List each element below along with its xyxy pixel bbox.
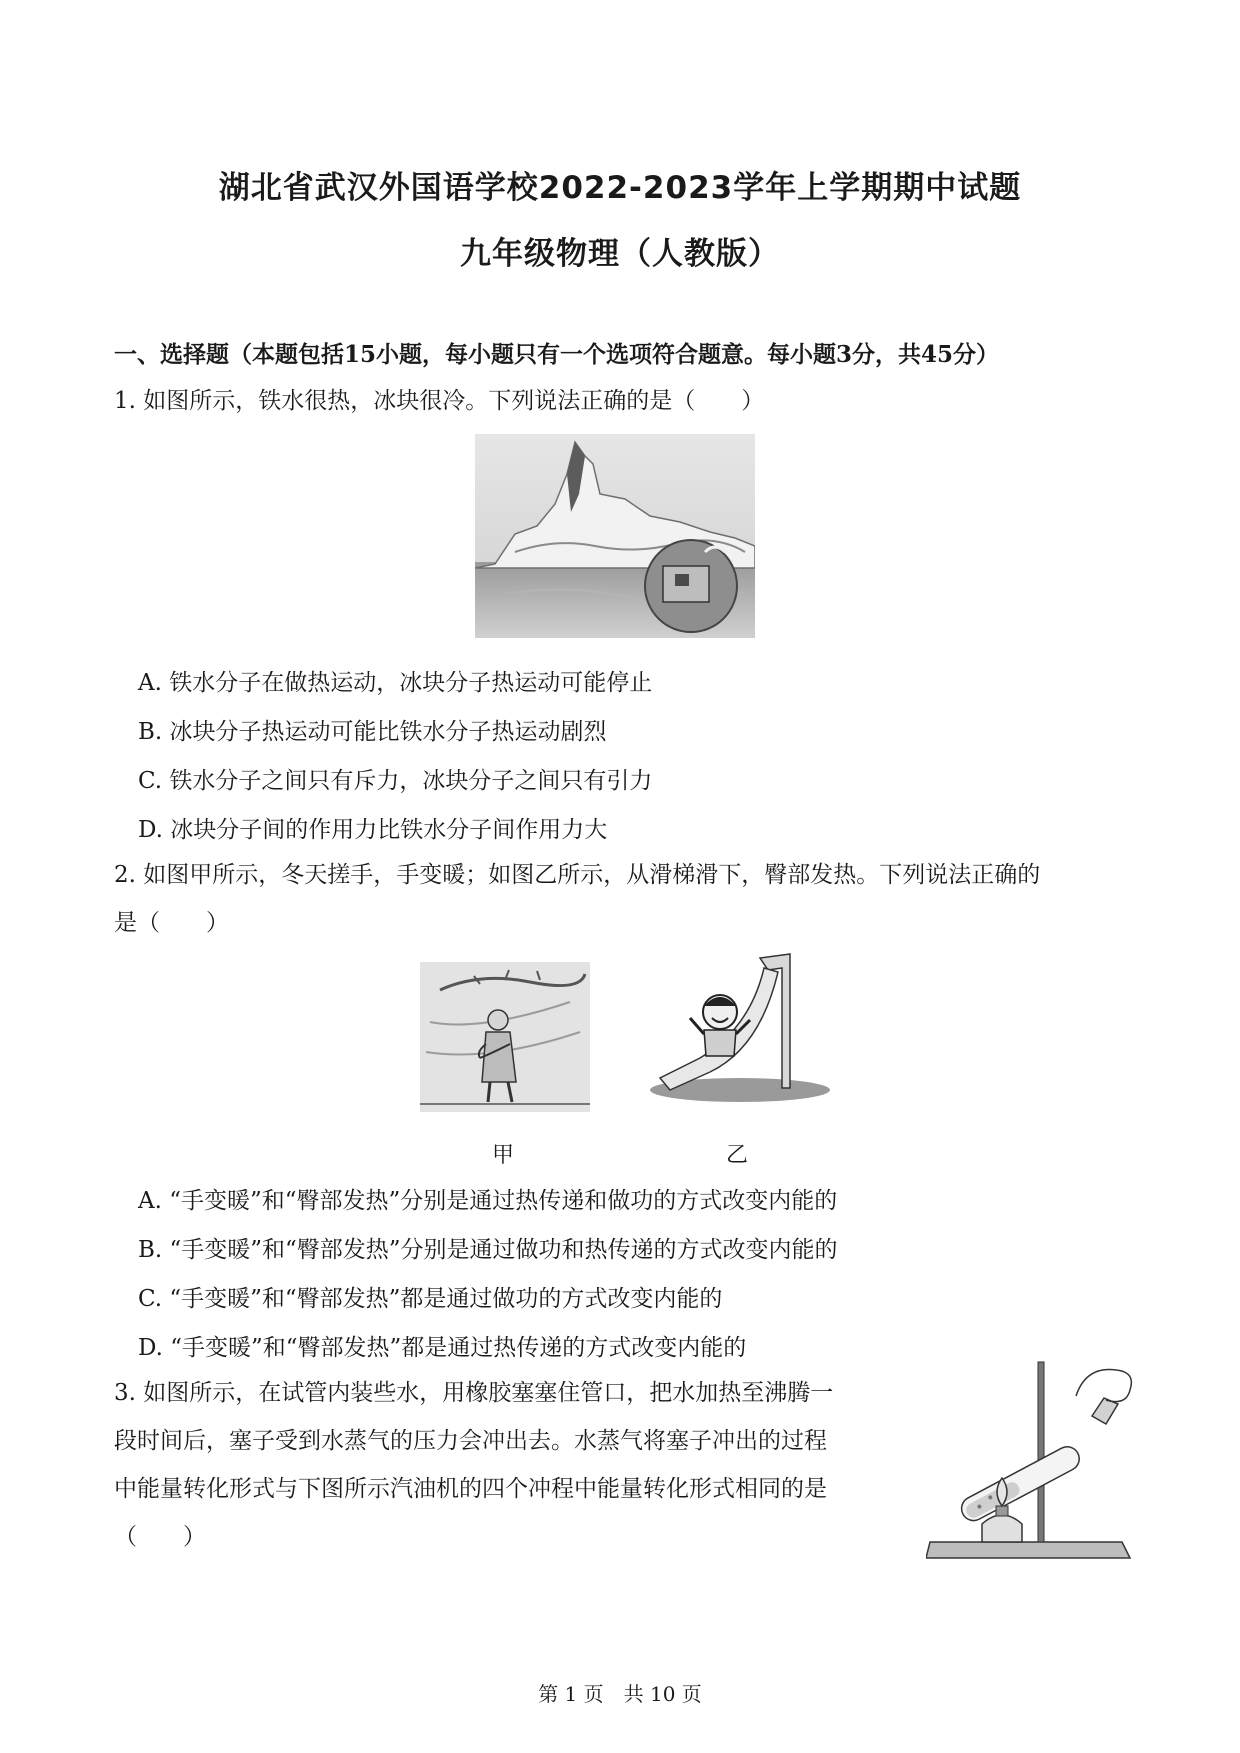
test-tube-apparatus-figure [926,1356,1136,1566]
figure-caption-jia: 甲 [492,1143,515,1168]
page-title: 湖北省武汉外国语学校2022-2023学年上学期期中试题 [218,170,1022,206]
question-2-stem-line1: 2. 如图甲所示，冬天搓手，手变暖；如图乙所示，从滑梯滑下，臀部发热。下列说法正确的 [114,862,1041,888]
q2-option-d: D. “手变暖”和“臀部发热”都是通过热传递的方式改变内能的 [138,1335,747,1361]
q2-option-b: B. “手变暖”和“臀部发热”分别是通过做功和热传递的方式改变内能的 [138,1237,838,1263]
page-number: 第 1 页 共 10 页 [538,1682,702,1706]
q1-option-a: A. 铁水分子在做热运动，冰块分子热运动可能停止 [138,670,653,696]
rubbing-hands-figure [420,962,590,1112]
question-2-stem-line2: 是（ ） [114,910,229,936]
iceberg-figure [475,434,755,638]
q1-option-c: C. 铁水分子之间只有斥力，冰块分子之间只有引力 [138,768,653,794]
slide-figure [640,948,830,1108]
page-subtitle: 九年级物理（人教版） [460,236,780,272]
question-1-stem: 1. 如图所示，铁水很热，冰块很冷。下列说法正确的是（ ） [114,388,765,414]
q1-option-b: B. 冰块分子热运动可能比铁水分子热运动剧烈 [138,719,607,745]
question-3-stem-line2: 段时间后，塞子受到水蒸气的压力会冲出去。水蒸气将塞子冲出的过程 [114,1428,827,1454]
q2-option-a: A. “手变暖”和“臀部发热”分别是通过热传递和做功的方式改变内能的 [138,1188,838,1214]
question-3-stem-line1: 3. 如图所示，在试管内装些水，用橡胶塞塞住管口，把水加热至沸腾一 [114,1380,834,1406]
question-3-stem-line3: 中能量转化形式与下图所示汽油机的四个冲程中能量转化形式相同的是 [114,1476,827,1502]
q1-option-d: D. 冰块分子间的作用力比铁水分子间作用力大 [138,817,608,843]
figure-caption-yi: 乙 [726,1143,749,1168]
section-heading: 一、选择题（本题包括15小题，每小题只有一个选项符合题意。每小题3分，共45分） [114,341,1000,368]
q2-option-c: C. “手变暖”和“臀部发热”都是通过做功的方式改变内能的 [138,1286,723,1312]
question-3-stem-line4: （ ） [114,1524,206,1550]
